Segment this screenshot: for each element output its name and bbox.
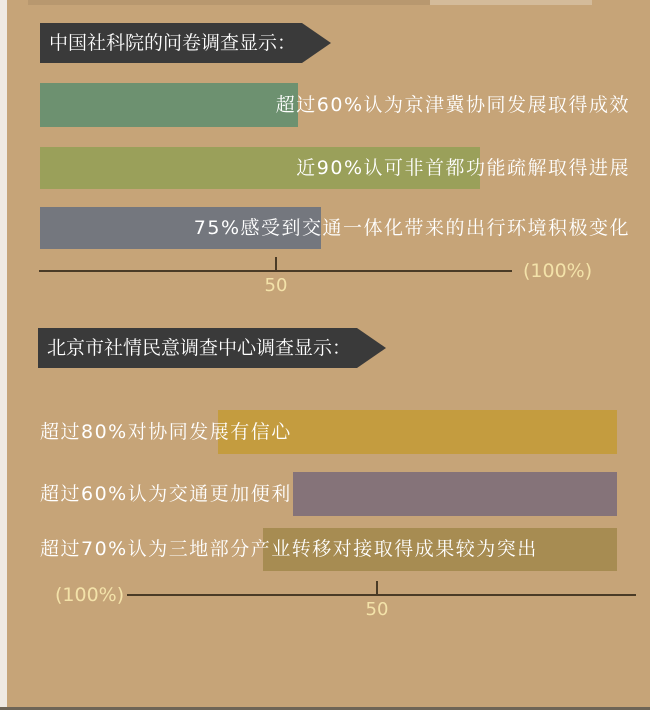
section1-banner <box>40 23 302 63</box>
section1-axis-mid-label: 50 <box>264 275 288 296</box>
bar-label-section2-3: 超过70%认为三地部分产业转移对接取得成果较为突出 <box>40 538 538 560</box>
section2-axis-max-label: (100%) <box>55 584 125 606</box>
section1-axis-max-label: (100%) <box>523 260 593 282</box>
section2-banner-label: 北京市社情民意调查中心调查显示： <box>47 337 352 359</box>
bar-label-section1-1: 超过60%认为京津冀协同发展取得成效 <box>275 94 630 116</box>
section2-axis-tick <box>376 581 378 595</box>
bar-label-section2-1: 超过80%对协同发展有信心 <box>40 421 292 443</box>
bar-label-section1-2: 近90%认可非首都功能疏解取得进展 <box>296 157 630 179</box>
section2-banner <box>38 328 357 368</box>
top-edge-dark-strip <box>28 0 430 5</box>
section2-axis-mid-label: 50 <box>365 599 389 620</box>
section1-axis-tick <box>275 257 277 271</box>
bar-label-section1-3: 75%感受到交通一体化带来的出行环境积极变化 <box>193 217 630 239</box>
section2-axis-line <box>127 594 636 596</box>
top-edge-light-strip <box>430 0 592 5</box>
left-edge-strip <box>0 0 7 707</box>
bar-label-section2-2: 超过60%认为交通更加便利 <box>40 483 292 505</box>
section1-banner-label: 中国社科院的问卷调查显示： <box>49 32 297 54</box>
